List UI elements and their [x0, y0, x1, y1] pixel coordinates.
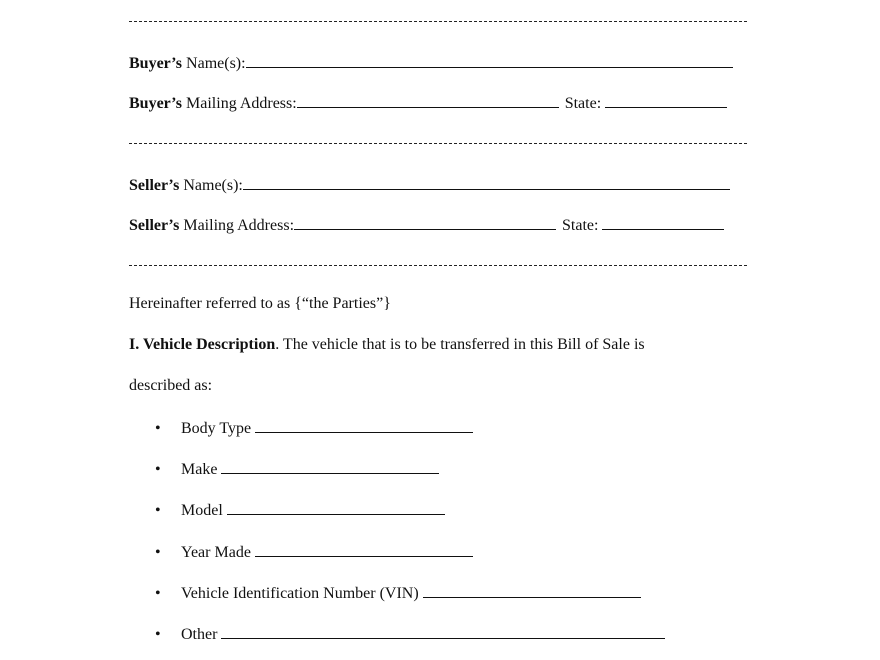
- bullet-icon: •: [155, 544, 161, 561]
- seller-address-label-bold: Seller’s: [129, 217, 180, 234]
- list-item-make: [155, 458, 439, 478]
- seller-name-label-bold: Seller’s: [129, 177, 180, 194]
- bullet-icon: •: [155, 420, 161, 437]
- buyer-name-label: Name(s):: [182, 55, 246, 72]
- buyer-name-row: [129, 52, 733, 72]
- seller-address-row: [129, 214, 724, 234]
- list-item-other: [155, 623, 665, 643]
- seller-name-field[interactable]: [243, 174, 730, 190]
- vehicle-description-paragraph: [129, 335, 645, 355]
- parties-text: Hereinafter referred to as {“the Parties”}: [129, 295, 391, 312]
- buyer-address-label: Mailing Address:: [182, 95, 297, 112]
- make-label: Make: [181, 461, 222, 478]
- bullet-icon: •: [155, 502, 161, 519]
- model-field[interactable]: [227, 499, 445, 515]
- seller-state-label: State:: [562, 217, 603, 234]
- seller-address-field[interactable]: [294, 214, 556, 230]
- seller-address-label: Mailing Address:: [179, 217, 295, 234]
- buyer-state-field[interactable]: [605, 92, 727, 108]
- make-field[interactable]: [221, 458, 439, 474]
- buyer-name-field[interactable]: [246, 52, 733, 68]
- dashed-divider: [129, 21, 747, 22]
- buyer-state-label: State:: [564, 95, 606, 112]
- seller-state-field[interactable]: [602, 214, 724, 230]
- seller-name-label: Name(s):: [179, 177, 243, 194]
- model-label: Model: [181, 502, 227, 519]
- bullet-icon: •: [155, 585, 161, 602]
- other-field[interactable]: [221, 623, 665, 639]
- list-item-model: [155, 499, 445, 519]
- year-made-field[interactable]: [255, 541, 473, 557]
- section-heading: I. Vehicle Description: [129, 336, 276, 353]
- other-label: Other: [181, 626, 222, 643]
- seller-name-row: [129, 174, 730, 194]
- bullet-icon: •: [155, 626, 161, 643]
- body-type-label: Body Type: [181, 420, 256, 437]
- body-type-field[interactable]: [255, 417, 473, 433]
- buyer-address-row: [129, 92, 727, 112]
- buyer-name-label-bold: Buyer’s: [129, 55, 183, 72]
- list-item-vin: [155, 582, 641, 602]
- dashed-divider: [129, 143, 747, 144]
- buyer-address-label-bold: Buyer’s: [129, 95, 183, 112]
- buyer-address-field[interactable]: [297, 92, 559, 108]
- vin-label: Vehicle Identification Number (VIN): [181, 585, 423, 602]
- section-text: . The vehicle that is to be transferred in this Bill of Sale is: [275, 336, 645, 353]
- list-item-year-made: [155, 541, 473, 561]
- vin-field[interactable]: [423, 582, 641, 598]
- section-text-continued: described as:: [129, 377, 213, 394]
- dashed-divider: [129, 265, 747, 266]
- year-made-label: Year Made: [181, 544, 255, 561]
- list-item-body-type: [155, 417, 473, 437]
- bullet-icon: •: [155, 461, 161, 478]
